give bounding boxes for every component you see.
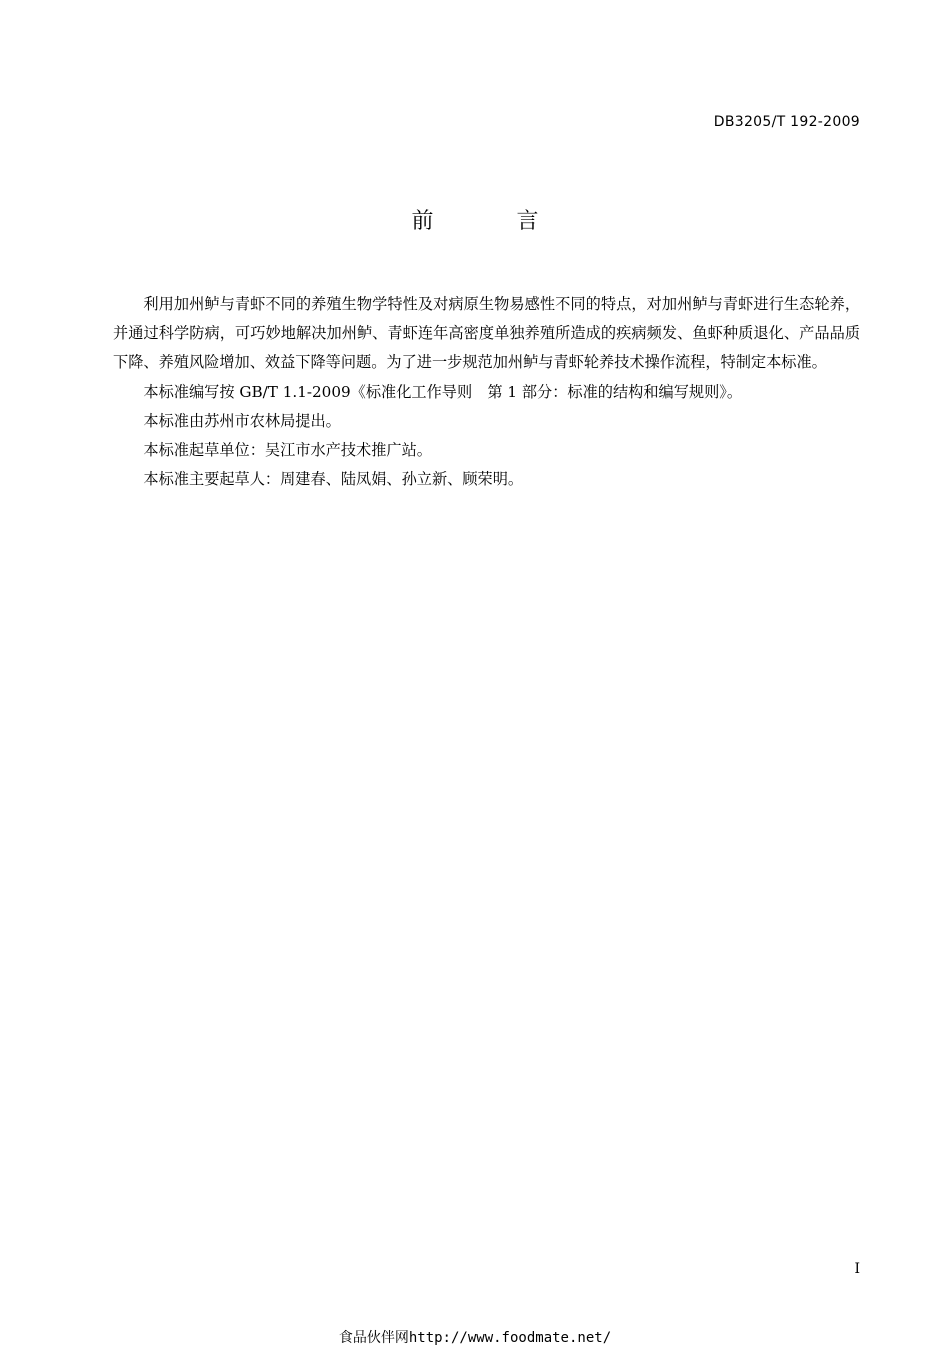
footer-link[interactable]: 食品伙伴网http://www.foodmate.net/ <box>338 1330 612 1346</box>
paragraph-drafting-rule: 本标准编写按 GB/T 1.1-2009《标准化工作导则 第 1 部分：标准的结构和编写规则》。 <box>143 382 743 401</box>
document-code: DB3205/T 192-2009 <box>713 114 860 130</box>
paragraph-drafters: 本标准主要起草人：周建春、陆凤娟、孙立新、顾荣明。 <box>143 470 524 489</box>
page-number: I <box>854 1261 860 1277</box>
paragraph-proposer: 本标准由苏州市农林局提出。 <box>143 411 341 430</box>
paragraph-drafting-unit: 本标准起草单位：吴江市水产技术推广站。 <box>143 441 432 460</box>
page-title: 前 言 <box>411 209 577 234</box>
paragraph-intro: 利用加州鲈与青虾不同的养殖生物学特性及对病原生物易感性不同的特点，对加州鲈与青虾进行生态轮养，并通过科学防病，可巧妙地解决加州鲈、青虾连年高密度单独养殖所造成的疾病频发、鱼虾种质退化、产品品质下降、养殖风险增加、效益下降等问题。为了进一步规范加州鲈与青虾轮养技术操作流程，特制定本标准。 <box>113 295 860 372</box>
foreword-body <box>113 290 860 494</box>
